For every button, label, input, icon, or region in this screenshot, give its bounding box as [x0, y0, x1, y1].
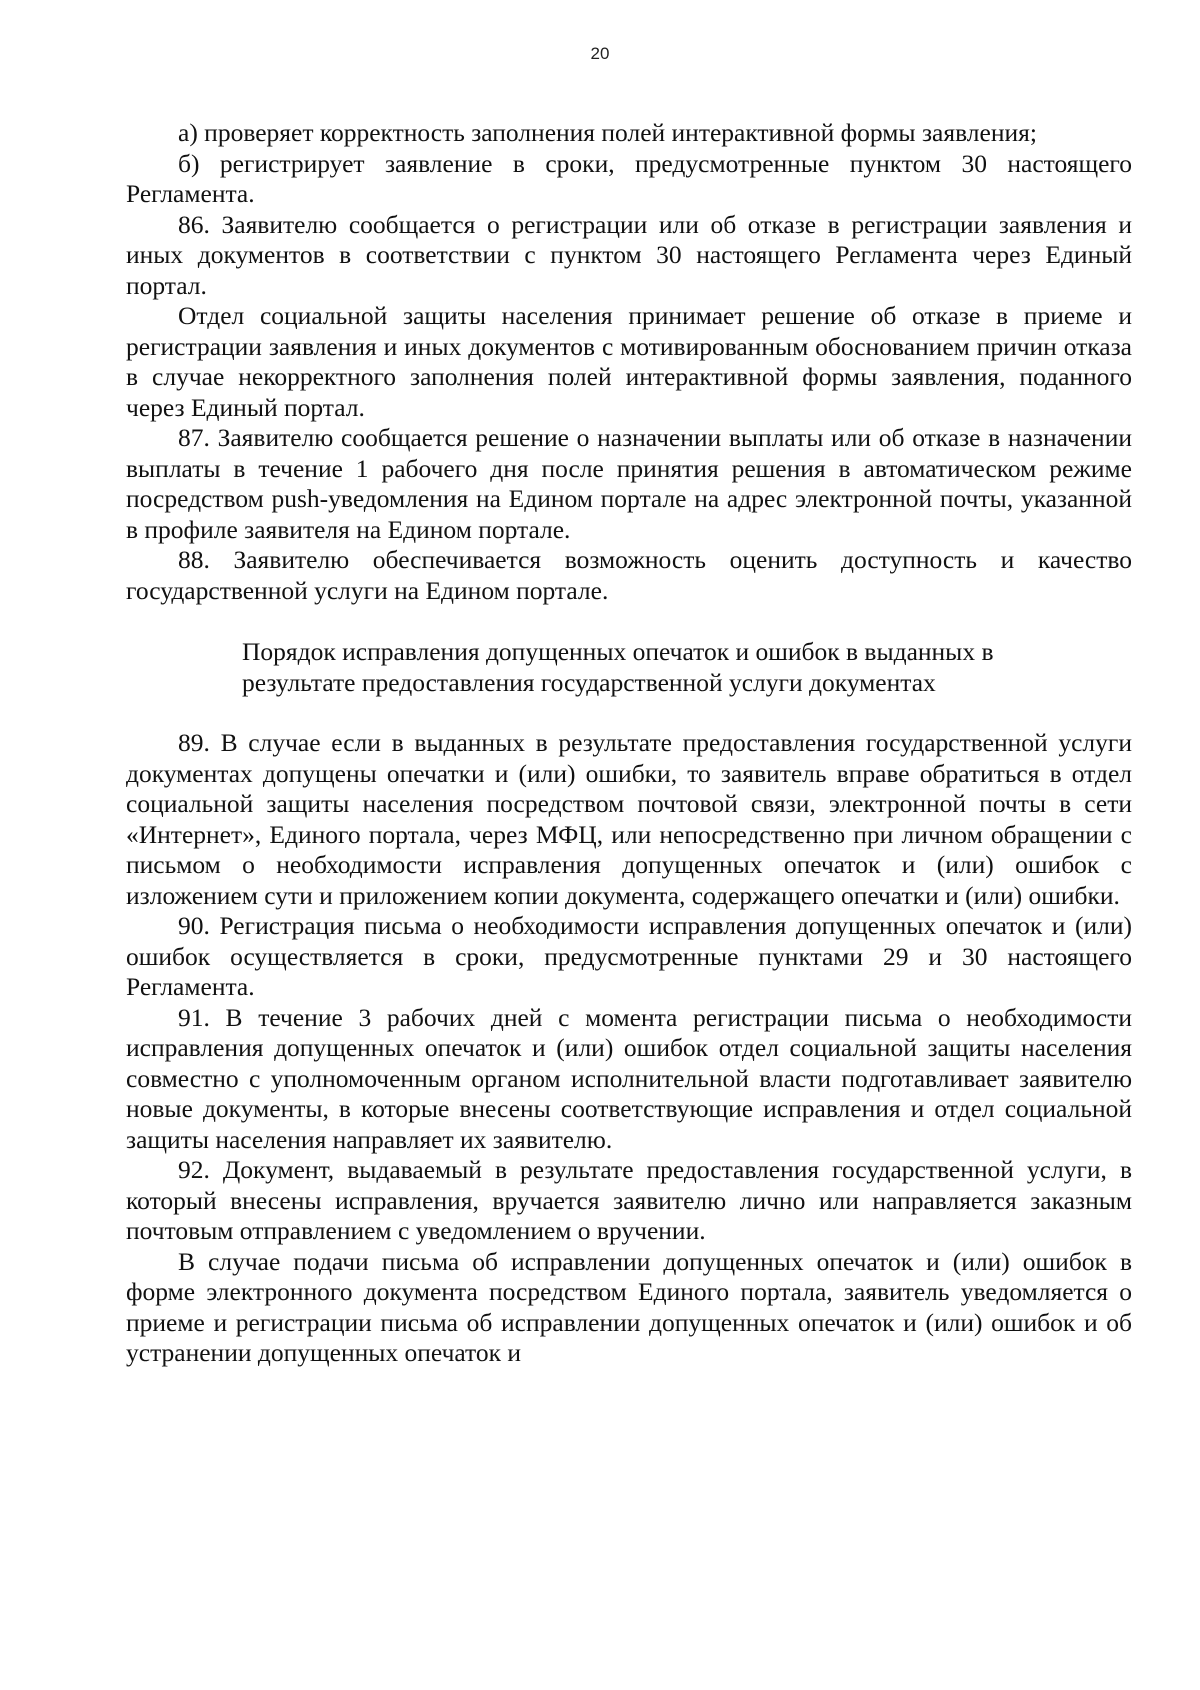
page-number: 20	[590, 44, 610, 63]
paragraph-86-continuation: Отдел социальной защиты населения принимает решение об отказе в приеме и регистрации заявления и иных документов с мотивированным обоснованием причин отказа в случае некорректного заполнения полей интерактивной формы заявления, поданного через Единый портал.	[126, 301, 1132, 422]
document-body	[126, 118, 1132, 1369]
paragraph-91: 91. В течение 3 рабочих дней с момента регистрации письма о необходимости исправления допущенных опечаток и (или) ошибок отдел социальной защиты населения совместно с уполномоченным органом исполнительной власти подготавливает заявителю новые документы, в которые внесены соответствующие исправления и отдел социальной защиты населения направляет их заявителю.	[126, 1002, 1132, 1154]
paragraph-item-b: б) регистрирует заявление в сроки, предусмотренные пунктом 30 настоящего Регламента.	[126, 148, 1132, 208]
paragraph-89: 89. В случае если в выданных в результате предоставления государственной услуги документах допущены опечатки и (или) ошибки, то заявитель вправе обратиться в отдел социальной защиты населения посредством почтовой связи, электронной почты в сети «Интернет», Единого портала, через МФЦ, или непосредственно при личном обращении с письмом о необходимости исправления допущенных опечаток и (или) ошибок с изложением сути и приложением копии документа, содержащего опечатки и (или) ошибки.	[126, 728, 1132, 910]
section-heading: Порядок исправления допущенных опечаток и ошибок в выданных в результате предоставления государственной услуги документах	[242, 637, 994, 697]
paragraph-86: 86. Заявителю сообщается о регистрации или об отказе в регистрации заявления и иных документов в соответствии с пунктом 30 настоящего Регламента через Единый портал.	[126, 209, 1132, 300]
paragraph-92-continuation: В случае подачи письма об исправлении допущенных опечаток и (или) ошибок в форме электронного документа посредством Единого портала, заявитель уведомляется о приеме и регистрации письма об исправлении допущенных опечаток и (или) ошибок и об устранении допущенных опечаток и	[126, 1246, 1132, 1367]
paragraph-87: 87. Заявителю сообщается решение о назначении выплаты или об отказе в назначении выплаты в течение 1 рабочего дня после принятия решения в автоматическом режиме посредством push-уведомления на Едином портале на адрес электронной почты, указанной в профиле заявителя на Едином портале.	[126, 423, 1132, 544]
paragraph-92: 92. Документ, выдаваемый в результате предоставления государственной услуги, в который внесены исправления, вручается заявителю лично или направляется заказным почтовым отправлением с уведомлением о вручении.	[126, 1155, 1132, 1245]
paragraph-90: 90. Регистрация письма о необходимости исправления допущенных опечаток и (или) ошибок осуществляется в сроки, предусмотренные пунктами 29 и 30 настоящего Регламента.	[126, 911, 1132, 1001]
paragraph-88: 88. Заявителю обеспечивается возможность оценить доступность и качество государственной услуги на Едином портале.	[126, 545, 1132, 605]
paragraph-item-a: а) проверяет корректность заполнения полей интерактивной формы заявления;	[178, 118, 1037, 147]
